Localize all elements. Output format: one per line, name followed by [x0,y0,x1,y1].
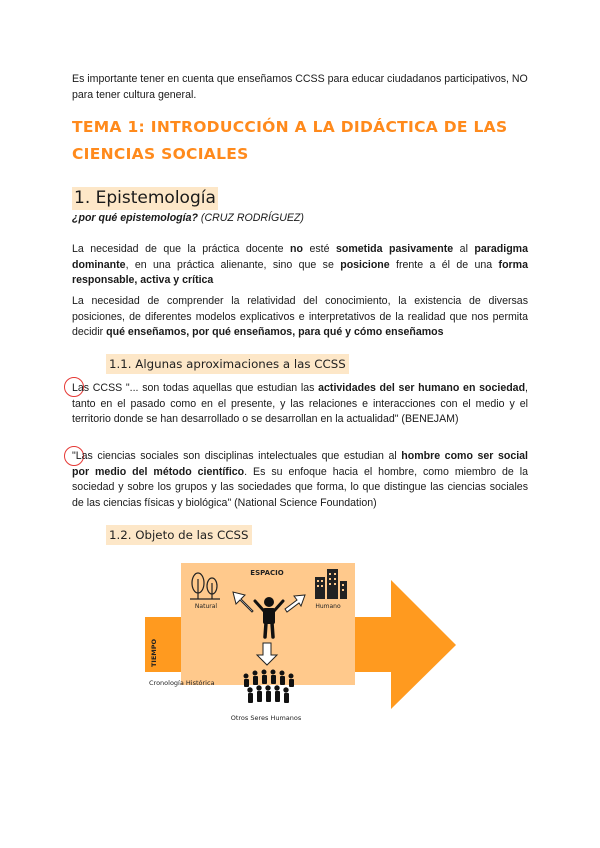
espacio-label: ESPACIO [250,569,284,577]
tiempo-label: TIEMPO [150,638,158,667]
cronologia-label: Cronología Histórica [149,679,215,687]
natural-label: Natural [194,603,218,610]
objeto-diagram [145,555,457,727]
epistemologia-subtitle [72,212,304,224]
humano-label: Humano [315,603,341,610]
paragraph-relatividad: La necesidad de comprender la relatividad del conocimiento, la existencia de diversas posiciones, de diferentes modelos explicativos e interpretativos de la realidad que nos permita decidir qué enseñamos, por qué enseñamos, para qué y cómo enseñamos [72,295,528,338]
subtitle-question: ¿por qué epistemología? [72,212,198,224]
otros-seres-humanos-label: Otros Seres Humanos [230,714,302,722]
paragraph-practica-docente: La necesidad de que la práctica docente no esté sometida pasivamente al paradigma dominante, en una práctica alienante, sino que se posicione frente a él de una forma responsable, activa y crítica [72,243,528,286]
section-heading-aproximaciones: 1.1. Algunas aproximaciones a las CCSS [106,354,349,374]
section-heading-objeto: 1.2. Objeto de las CCSS [106,525,252,545]
quote-benejam: Las CCSS "... son todas aquellas que estudian las actividades del ser humano en sociedad, tanto en el pasado como en el presente, y las relaciones e interacciones con el medio y el territorio donde se han desarrollado o se desarrollan en la actualidad" (BENEJAM) [72,382,528,425]
section-heading-epistemologia: 1. Epistemología [74,188,216,208]
subtitle-author: (CRUZ RODRÍGUEZ) [200,212,304,224]
quote-nsf: "Las ciencias sociales son disciplinas intelectuales que estudian al hombre como ser social por medio del método científico. Es su enfoque hacia el hombre, como miembro de la sociedad y sobre los grupos y las sociedades que forma, lo que distingue las ciencias sociales de las ciencias físicas y biológica" (National Science Foundation) [72,450,528,509]
tema-title: TEMA 1: INTRODUCCIÓN A LA DIDÁCTICA DE LAS CIENCIAS SOCIALES [72,118,508,163]
intro-paragraph: Es importante tener en cuenta que enseñamos CCSS para educar ciudadanos participativos, NO para tener cultura general. [72,73,528,101]
